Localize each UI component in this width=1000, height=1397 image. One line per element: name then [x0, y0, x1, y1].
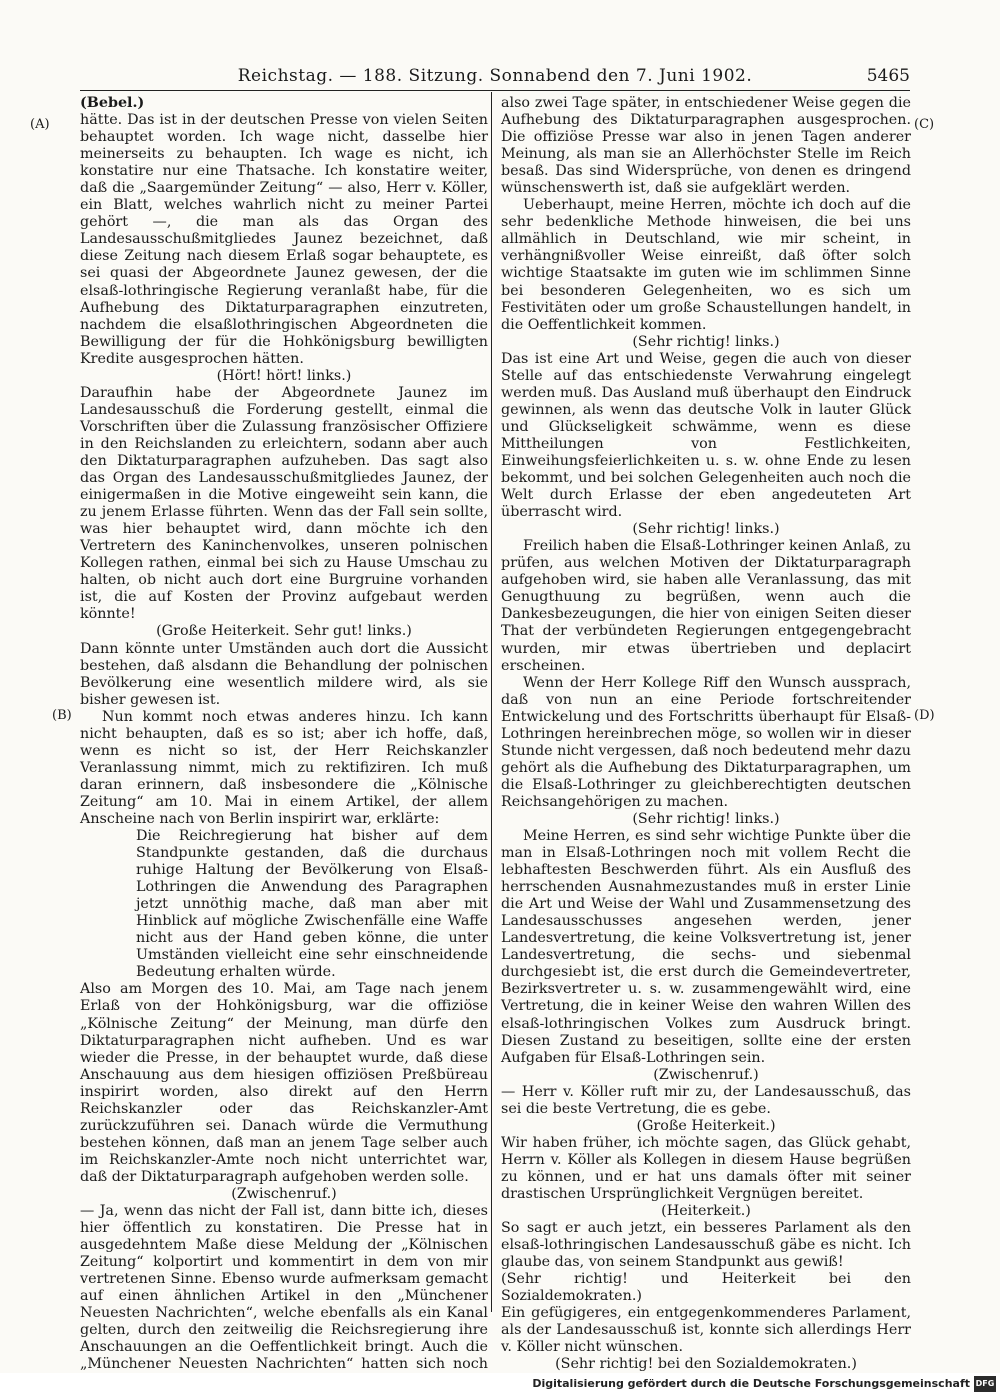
running-title: Reichstag. — 188. Sitzung. Sonnabend den 7. Juni 1902.	[237, 66, 753, 86]
interjection: (Hört! hört! links.)	[216, 367, 352, 384]
block-quote: Die Reichregierung hat bisher auf dem Standpunkte gestanden, daß die durchaus ruhige Haltung der Bevölkerung von Elsaß-Lothringen die Anwendung des Paragraphen jetzt unnöthig mache, daß man aber mit Hinblick auf mögliche Zwischenfälle eine Waffe nicht aus der Hand geben könne, die unter Umständen vielleicht eine sehr einschneidende Bedeutung erhalten würde.	[136, 828, 488, 981]
funding-credit: Digitalisierung gefördert durch die Deutsche Forschungsgemeinschaft	[532, 1377, 970, 1390]
margin-mark-c: (C)	[914, 117, 935, 132]
paragraph: So sagt er auch jetzt, ein besseres Parlament als den elsaß-lothringischen Landesausschuß gäbe es nicht. Ich glaube das, von seinem Standpunkt aus gewiß!	[501, 1220, 911, 1271]
interjection: (Zwischenruf.)	[231, 1186, 337, 1202]
paragraph: Wir haben früher, ich möchte sagen, das Glück gehabt, Herrn v. Köller als Kollegen in diesem Hause begrüßen zu können, und er hat uns damals öfter mit seiner drastischen Ursprünglichkeit Vergnügen bereitet.	[501, 1134, 911, 1202]
paragraph: Wenn der Herr Kollege Riff den Wunsch aussprach, daß von nun an eine Periode fortschreitender Entwickelung und des Fortschritts überhaupt für Elsaß-Lothringen hereinbrechen möge, so wollen wir in dieser Stunde nicht vergessen, daß noch bedeutend mehr dazu gehört als die Aufhebung des Diktaturparagraphen, um die Elsaß-Lothringer zu gleichberechtigten deutschen Reichsangehörigen zu machen.	[501, 674, 911, 810]
interjection: (Sehr richtig! links.)	[632, 333, 780, 350]
interjection: (Sehr richtig! und Heiterkeit bei den Sozialdemokraten.)	[501, 1271, 911, 1305]
paragraph: — Herr v. Köller ruft mir zu, der Landesausschuß, das sei die beste Vertretung, die es gebe.	[501, 1083, 911, 1117]
paragraph: Das ist eine Art und Weise, gegen die auch von dieser Stelle auf das entschiedenste Verwahrung eingelegt werden muß. Das Ausland muß überhaupt den Eindruck gewinnen, als wenn das deutsche Volk in lauter Glück und Glückseligkeit schwämme, wenn es diese Mittheilungen von Festlichkeiten, Einweihungsfeierlichkeiten u. s. w. ohne Ende zu lesen bekommt, und bei solchen Gelegenheiten auch noch die Welt durch Erlasse der eben angedeuteten Art überrascht wird.	[501, 350, 911, 521]
margin-mark-d: (D)	[914, 708, 935, 723]
paragraph: also zwei Tage später, in entschiedener Weise gegen die Aufhebung des Diktaturparagraphen ausgesprochen. Die offiziöse Presse war also in jenen Tagen anderer Meinung, als man sie an Allerhöchster Stelle im Reich besaß. Das sind Widersprüche, von denen es dringend wünschenswerth ist, daß sie aufgeklärt werden.	[501, 95, 911, 197]
footer-bar	[0, 1373, 1000, 1397]
paragraph: Nun kommt noch etwas anderes hinzu. Ich kann nicht behaupten, daß es so ist; aber ich hoffe, daß, wenn es nicht so ist, der Herr Reichskanzler Veranlassung nimmt, mich zu rektifiziren. Ich muß daran erinnern, daß insbesondere die „Kölnische Zeitung“ am 10. Mai in einem Artikel, der allem Anscheine nach von Berlin inspirirt war, erklärte:	[80, 708, 488, 827]
left-column	[80, 95, 488, 1391]
right-column	[501, 95, 911, 1374]
column-divider	[491, 92, 492, 1312]
interjection: (Sehr richtig! bei den Sozialdemokraten.)	[555, 1356, 857, 1373]
paragraph: Meine Herren, es sind sehr wichtige Punkte über die man in Elsaß-Lothringen noch mit vollem Recht die lebhaftesten Beschwerden führt. Als ein Ausfluß des herrschenden Ausnahmezustandes muß in erster Linie die Art und Weise der Wahl und Zusammensetzung des Landesausschusses angesehen werden, jener Landesvertretung, die keine Volksvertretung ist, jener Landesvertretung, die sechs- und siebenmal durchgesiebt ist, die erst durch die Gemeindevertreter, Bezirksvertreter u. s. w. zusammengewählt wird, eine Vertretung, die in keiner Weise den wahren Willen des elsaß-lothringischen Volkes zum Ausdruck bringt. Diesen Zustand zu beseitigen, sollte eine der ersten Aufgaben für Elsaß-Lothringen sein.	[501, 828, 911, 1066]
paragraph: Dann könnte unter Umständen auch dort die Aussicht bestehen, daß alsdann die Behandlung der polnischen Bevölkerung eine wesentlich mildere wird, als sie bisher gewesen ist.	[80, 640, 488, 708]
paragraph: Ein gefügigeres, ein entgegenkommenderes Parlament, als der Landesausschuß ist, konnte sich allerdings Herr v. Köller nicht wünschen.	[501, 1305, 911, 1356]
interjection: (Sehr richtig! links.)	[632, 521, 780, 538]
speaker-name: (Bebel.)	[80, 95, 145, 111]
page-number: 5465	[866, 66, 910, 86]
interjection: (Sehr richtig! links.)	[632, 810, 780, 827]
interjection: (Heiterkeit.)	[661, 1203, 751, 1220]
dfg-logo: DFG	[974, 1376, 996, 1392]
paragraph: hätte. Das ist in der deutschen Presse von vielen Seiten behauptet worden. Ich wage nicht, dasselbe hier meinerseits zu behaupten. Ich wage es nicht, ich konstatire nur eine Thatsache. Ich konstatire weiter, daß die „Saargemünder Zeitung“ — also, Herr v. Köller, ein Blatt, welches wahrlich nicht zu meiner Partei gehört —, die man als das Organ des Landesausschußmitgliedes Jaunez bezeichnet, daß diese Zeitung nach diesem Erlaß sogar behauptete, es sei quasi der Abgeordnete Jaunez gewesen, der die elsaß-lothringische Regierung veranlaßt habe, für die Aufhebung des Diktaturparagraphen einzutreten, nachdem die elsaßlothringischen Abgeordneten die Bewilligung der für die Hohkönigsburg bewilligten Kredite ausgesprochen hätten.	[80, 112, 488, 367]
page-header	[80, 64, 910, 91]
paragraph: — Ja, wenn das nicht der Fall ist, dann bitte ich, dieses hier öffentlich zu konstatiren. Die Presse hat in ausgedehntem Maße diese Meldung der „Kölnischen Zeitung“ kolportirt und kommentirt in dem von mir vertretenen Sinne. Ebenso wurde aufmerksam gemacht auf einen ähnlichen Artikel in den „Münchener Neuesten Nachrichten“, welche ebenfalls als ein Kanal gelten, durch den zeitweilig die Reichsregierung ihre Anschauungen an die Oeffentlichkeit bringt. Auch die „Münchener Neuesten Nachrichten“ hatten sich noch	[80, 1203, 488, 1373]
paragraph: Daraufhin habe der Abgeordnete Jaunez im Landesausschuß die Forderung gestellt, einmal die Vorschriften über die Zulassung französischer Offiziere in den Reichslanden zu erleichtern, sodann aber auch den Diktaturparagraphen aufzuheben. Das sagt also das Organ des Landesausschußmitgliedes Jaunez, der einigermaßen in die Motive eingeweiht sein kann, die zu jenem Erlasse führten. Wenn das der Fall sein sollte, was hier behauptet wird, dann möchte ich den Vertretern des Kaninchenvolkes, unseren polnischen Kollegen rathen, einmal bei sich zu Hause Umschau zu halten, ob nicht auch dort eine Burgruine vorhanden ist, die auf Kosten der Provinz aufgebaut werden könnte!	[80, 384, 488, 623]
interjection: (Große Heiterkeit. Sehr gut! links.)	[156, 623, 412, 640]
interjection: (Zwischenruf.)	[653, 1066, 759, 1083]
margin-mark-b: (B)	[52, 708, 72, 723]
paragraph: Also am Morgen des 10. Mai, am Tage nach jenem Erlaß von der Hohkönigsburg, war die offiziöse „Kölnische Zeitung“ der Meinung, man dürfe den Diktaturparagraphen nicht aufheben. Und es war wieder die Presse, in der behauptet wurde, daß diese Anschauung aus dem hiesigen offiziösen Preßbüreau inspirirt worden, also direkt auf den Herrn Reichskanzler oder das Reichskanzler-Amt zurückzuführen sei. Danach würde die Vermuthung bestehen können, daß man an jenem Tage selber auch im Reichskanzler-Amte noch nicht unterrichtet war, daß der Diktaturparagraph aufgehoben werden solle.	[80, 981, 488, 1185]
paragraph: Freilich haben die Elsaß-Lothringer keinen Anlaß, zu prüfen, aus welchen Motiven der Diktaturparagraph aufgehoben wird, sie haben alle Veranlassung, das mit Genugthuung zu begrüßen, wenn auch die Dankesbezeugungen, die hier von einigen Seiten dieser That der verbündeten Regierungen entgegengebracht wurden, mir etwas übertrieben und deplacirt erscheinen.	[501, 538, 911, 674]
interjection: (Große Heiterkeit.)	[636, 1117, 776, 1134]
paragraph: Ueberhaupt, meine Herren, möchte ich doch auf die sehr bedenkliche Methode hinweisen, die bei uns allmählich in Deutschland, wie mir scheint, in verhängnißvoller Weise einreißt, daß öfter solch wichtige Staatsakte im guten wie im schlimmen Sinne bei besonderen Gelegenheiten, wo es sich um Festivitäten oder um große Schaustellungen handelt, in die Oeffentlichkeit kommen.	[501, 197, 911, 333]
margin-mark-a: (A)	[30, 117, 50, 132]
